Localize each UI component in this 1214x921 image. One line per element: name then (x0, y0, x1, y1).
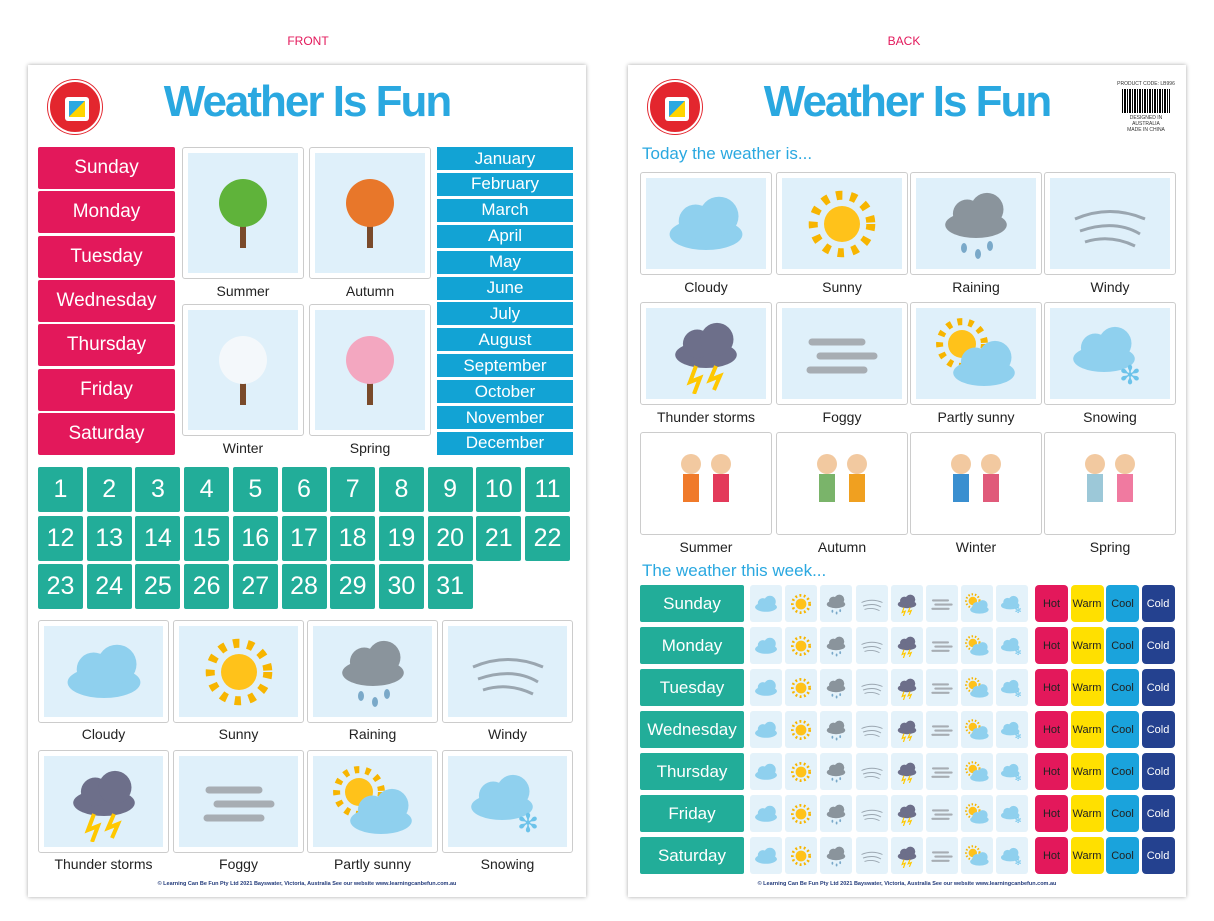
season-card-spring (309, 304, 431, 436)
weather-card-foggy (173, 750, 304, 853)
season-label: Spring (349, 440, 391, 456)
temp-cold-card[interactable]: Cold (1142, 585, 1175, 622)
week-day-card: Sunday (640, 585, 744, 622)
month-card: March (437, 199, 573, 222)
made-in: MADE IN CHINA (1127, 127, 1165, 133)
temp-warm-card[interactable]: Warm (1071, 585, 1104, 622)
back-panel (628, 65, 1186, 897)
season-label: Summer (679, 539, 733, 555)
mini-thunder-storms-icon[interactable] (891, 669, 923, 706)
date-card: 28 (282, 564, 327, 609)
summer-tree-icon (188, 153, 298, 273)
weather-label: Foggy (219, 856, 258, 872)
foggy-icon (782, 308, 902, 399)
cloudy-icon (646, 178, 766, 269)
month-card: July (437, 302, 573, 325)
weather-label: Windy (488, 726, 527, 742)
weather-card-snowing (1044, 302, 1176, 405)
sunny-icon (782, 178, 902, 269)
front-panel (28, 65, 586, 897)
date-card: 24 (87, 564, 132, 609)
season-kids-card (910, 432, 1042, 535)
date-card: 29 (330, 564, 375, 609)
mini-cloudy-icon[interactable] (750, 585, 782, 622)
date-card: 21 (476, 516, 521, 561)
day-card: Sunday (38, 147, 175, 189)
snowing-icon (1050, 308, 1170, 399)
mini-snowing-icon[interactable] (996, 669, 1028, 706)
snowing-icon (448, 756, 567, 847)
mini-windy-icon[interactable] (856, 753, 888, 790)
mini-sunny-icon[interactable] (785, 837, 817, 874)
season-kids-card (640, 432, 772, 535)
date-card: 6 (282, 467, 327, 512)
temp-cool-card[interactable]: Cool (1106, 627, 1139, 664)
season-label: Winter (955, 539, 997, 555)
children-summer-icon (646, 438, 766, 529)
weather-card-thunder-storms (38, 750, 169, 853)
foggy-icon (179, 756, 298, 847)
temp-cool-card[interactable]: Cool (1106, 711, 1139, 748)
month-card: January (437, 147, 573, 170)
mini-thunder-storms-icon[interactable] (891, 627, 923, 664)
raining-icon (916, 178, 1036, 269)
temp-warm-card[interactable]: Warm (1071, 795, 1104, 832)
temp-cool-card[interactable]: Cool (1106, 837, 1139, 874)
day-card: Wednesday (38, 280, 175, 322)
temp-warm-card[interactable]: Warm (1071, 711, 1104, 748)
mini-partly-sunny-icon[interactable] (961, 795, 993, 832)
month-card: September (437, 354, 573, 377)
season-label: Spring (1089, 539, 1131, 555)
mini-foggy-icon[interactable] (926, 711, 958, 748)
temp-cold-card[interactable]: Cold (1142, 627, 1175, 664)
week-day-card: Saturday (640, 837, 744, 874)
temp-hot-card[interactable]: Hot (1035, 627, 1068, 664)
month-card: December (437, 432, 573, 455)
date-card: 31 (428, 564, 473, 609)
date-card: 19 (379, 516, 424, 561)
date-card: 13 (87, 516, 132, 561)
weather-card-partly-sunny (910, 302, 1042, 405)
thunder-storms-icon (44, 756, 163, 847)
weather-card-raining (910, 172, 1042, 275)
temp-cool-card[interactable]: Cool (1106, 585, 1139, 622)
temp-cool-card[interactable]: Cool (1106, 669, 1139, 706)
date-card: 30 (379, 564, 424, 609)
poster-title: Weather Is Fun (763, 77, 1051, 126)
mini-windy-icon[interactable] (856, 585, 888, 622)
mini-snowing-icon[interactable] (996, 795, 1028, 832)
date-card: 25 (135, 564, 180, 609)
windy-icon (448, 626, 567, 717)
weather-card-cloudy (640, 172, 772, 275)
mini-cloudy-icon[interactable] (750, 837, 782, 874)
date-card: 18 (330, 516, 375, 561)
season-card-winter (182, 304, 304, 436)
svg-text:✻: ✻ (1015, 731, 1022, 741)
barcode (1116, 81, 1176, 133)
svg-text:✻: ✻ (1015, 773, 1022, 783)
svg-text:✻: ✻ (1119, 359, 1141, 390)
partly-sunny-icon (313, 756, 432, 847)
mini-raining-icon[interactable] (820, 711, 852, 748)
svg-text:✻: ✻ (1015, 815, 1022, 825)
season-card-summer (182, 147, 304, 279)
mini-windy-icon[interactable] (856, 795, 888, 832)
month-card: October (437, 380, 573, 403)
mini-snowing-icon[interactable] (996, 753, 1028, 790)
footer-text: © Learning Can Be Fun Pty Ltd 2021 Bayswater, Victoria, Australia See our website www.learningcanbefun.com.au (757, 881, 1057, 887)
mini-raining-icon[interactable] (820, 795, 852, 832)
weather-label: Cloudy (81, 726, 126, 742)
mini-raining-icon[interactable] (820, 753, 852, 790)
temp-hot-card[interactable]: Hot (1035, 585, 1068, 622)
weather-card-foggy (776, 302, 908, 405)
mini-thunder-storms-icon[interactable] (891, 795, 923, 832)
temp-warm-card[interactable]: Warm (1071, 669, 1104, 706)
temp-hot-card[interactable]: Hot (1035, 837, 1068, 874)
mini-sunny-icon[interactable] (785, 711, 817, 748)
date-card: 12 (38, 516, 83, 561)
windy-icon (1050, 178, 1170, 269)
weather-label: Sunny (218, 726, 259, 742)
month-card: August (437, 328, 573, 351)
month-card: November (437, 406, 573, 429)
weather-card-snowing (442, 750, 573, 853)
mini-cloudy-icon[interactable] (750, 795, 782, 832)
mini-foggy-icon[interactable] (926, 669, 958, 706)
date-card: 11 (525, 467, 570, 512)
svg-text:✻: ✻ (1015, 689, 1022, 699)
mini-raining-icon[interactable] (820, 837, 852, 874)
mini-partly-sunny-icon[interactable] (961, 669, 993, 706)
today-heading: Today the weather is... (642, 144, 813, 163)
mini-partly-sunny-icon[interactable] (961, 585, 993, 622)
season-label: Summer (216, 283, 270, 299)
temp-warm-card[interactable]: Warm (1071, 753, 1104, 790)
winter-tree-icon (188, 310, 298, 430)
season-label: Winter (222, 440, 264, 456)
designed-in: DESIGNED IN AUSTRALIA (1129, 115, 1163, 127)
date-card: 8 (379, 467, 424, 512)
day-card: Monday (38, 191, 175, 233)
date-card: 27 (233, 564, 278, 609)
date-card: 1 (38, 467, 83, 512)
date-card: 16 (233, 516, 278, 561)
mini-partly-sunny-icon[interactable] (961, 711, 993, 748)
week-day-card: Monday (640, 627, 744, 664)
date-card: 9 (428, 467, 473, 512)
weather-label: Partly sunny (333, 856, 412, 872)
mini-cloudy-icon[interactable] (750, 753, 782, 790)
weather-label: Thunder storms (54, 856, 153, 872)
children-winter-icon (916, 438, 1036, 529)
mini-thunder-storms-icon[interactable] (891, 837, 923, 874)
month-card: April (437, 225, 573, 248)
weather-label: Raining (348, 726, 397, 742)
svg-text:✻: ✻ (516, 807, 539, 838)
front-label: FRONT (287, 34, 329, 48)
date-card: 17 (282, 516, 327, 561)
poster-title: Weather Is Fun (163, 77, 451, 126)
season-card-autumn (309, 147, 431, 279)
mini-cloudy-icon[interactable] (750, 627, 782, 664)
mini-snowing-icon[interactable] (996, 585, 1028, 622)
date-card: 26 (184, 564, 229, 609)
temp-cool-card[interactable]: Cool (1106, 795, 1139, 832)
temp-cool-card[interactable]: Cool (1106, 753, 1139, 790)
cloudy-icon (44, 626, 163, 717)
temp-warm-card[interactable]: Warm (1071, 627, 1104, 664)
weather-label: Snowing (480, 856, 535, 872)
mini-thunder-storms-icon[interactable] (891, 585, 923, 622)
mini-partly-sunny-icon[interactable] (961, 837, 993, 874)
temp-hot-card[interactable]: Hot (1035, 669, 1068, 706)
week-heading: The weather this week... (642, 561, 827, 580)
weather-label: Raining (952, 279, 1000, 295)
mini-snowing-icon[interactable] (996, 627, 1028, 664)
date-card: 5 (233, 467, 278, 512)
date-card: 20 (428, 516, 473, 561)
month-card: June (437, 277, 573, 300)
date-card: 10 (476, 467, 521, 512)
mini-cloudy-icon[interactable] (750, 711, 782, 748)
date-card: 15 (184, 516, 229, 561)
weather-card-thunder-storms (640, 302, 772, 405)
weather-label: Sunny (822, 279, 862, 295)
temp-hot-card[interactable]: Hot (1035, 795, 1068, 832)
weather-card-sunny (776, 172, 908, 275)
weather-label: Partly sunny (937, 409, 1015, 425)
mini-snowing-icon[interactable] (996, 837, 1028, 874)
mini-sunny-icon[interactable] (785, 795, 817, 832)
weather-label: Foggy (822, 409, 862, 425)
mini-windy-icon[interactable] (856, 669, 888, 706)
back-label: BACK (887, 34, 921, 48)
weather-card-windy (442, 620, 573, 723)
raining-icon (313, 626, 432, 717)
day-card: Saturday (38, 413, 175, 455)
mini-partly-sunny-icon[interactable] (961, 627, 993, 664)
mini-sunny-icon[interactable] (785, 627, 817, 664)
mini-snowing-icon[interactable] (996, 711, 1028, 748)
mini-sunny-icon[interactable] (785, 669, 817, 706)
mini-thunder-storms-icon[interactable] (891, 753, 923, 790)
mini-foggy-icon[interactable] (926, 627, 958, 664)
mini-windy-icon[interactable] (856, 711, 888, 748)
weather-label: Windy (1090, 279, 1130, 295)
mini-foggy-icon[interactable] (926, 795, 958, 832)
sunny-icon (179, 626, 298, 717)
date-card: 22 (525, 516, 570, 561)
weather-label: Thunder storms (656, 409, 756, 425)
temp-cold-card[interactable]: Cold (1142, 837, 1175, 874)
mini-cloudy-icon[interactable] (750, 669, 782, 706)
barcode-bars (1122, 89, 1170, 113)
mini-foggy-icon[interactable] (926, 753, 958, 790)
month-card: May (437, 251, 573, 274)
mini-foggy-icon[interactable] (926, 585, 958, 622)
date-card: 14 (135, 516, 180, 561)
weather-card-sunny (173, 620, 304, 723)
mini-windy-icon[interactable] (856, 627, 888, 664)
footer-text: © Learning Can Be Fun Pty Ltd 2021 Bayswater, Victoria, Australia See our website www.learningcanbefun.com.au (157, 881, 457, 887)
season-label: Autumn (345, 283, 395, 299)
weather-card-partly-sunny (307, 750, 438, 853)
weather-card-windy (1044, 172, 1176, 275)
weather-label: Snowing (1083, 409, 1137, 425)
svg-text:✻: ✻ (1015, 647, 1022, 657)
mini-sunny-icon[interactable] (785, 585, 817, 622)
week-day-card: Wednesday (640, 711, 744, 748)
week-day-card: Tuesday (640, 669, 744, 706)
mini-raining-icon[interactable] (820, 627, 852, 664)
weather-card-raining (307, 620, 438, 723)
month-card: February (437, 173, 573, 196)
season-kids-card (776, 432, 908, 535)
temp-cold-card[interactable]: Cold (1142, 711, 1175, 748)
children-spring-icon (1050, 438, 1170, 529)
date-card: 4 (184, 467, 229, 512)
day-card: Friday (38, 369, 175, 411)
mini-thunder-storms-icon[interactable] (891, 711, 923, 748)
date-card: 3 (135, 467, 180, 512)
children-autumn-icon (782, 438, 902, 529)
date-card: 7 (330, 467, 375, 512)
temp-hot-card[interactable]: Hot (1035, 711, 1068, 748)
thunder-storms-icon (646, 308, 766, 399)
season-kids-card (1044, 432, 1176, 535)
mini-raining-icon[interactable] (820, 669, 852, 706)
mini-foggy-icon[interactable] (926, 837, 958, 874)
week-day-card: Thursday (640, 753, 744, 790)
product-code: PRODUCT CODE: LB996 (1117, 81, 1175, 87)
temp-cold-card[interactable]: Cold (1142, 795, 1175, 832)
temp-warm-card[interactable]: Warm (1071, 837, 1104, 874)
day-card: Tuesday (38, 236, 175, 278)
weather-label: Cloudy (684, 279, 728, 295)
date-card: 23 (38, 564, 83, 609)
mini-sunny-icon[interactable] (785, 753, 817, 790)
season-label: Autumn (817, 539, 867, 555)
temp-cold-card[interactable]: Cold (1142, 753, 1175, 790)
mini-windy-icon[interactable] (856, 837, 888, 874)
mini-partly-sunny-icon[interactable] (961, 753, 993, 790)
svg-text:✻: ✻ (1015, 605, 1022, 615)
mini-raining-icon[interactable] (820, 585, 852, 622)
date-card: 2 (87, 467, 132, 512)
week-day-card: Friday (640, 795, 744, 832)
svg-text:✻: ✻ (1015, 857, 1022, 867)
spring-tree-icon (315, 310, 425, 430)
temp-hot-card[interactable]: Hot (1035, 753, 1068, 790)
autumn-tree-icon (315, 153, 425, 273)
partly-sunny-icon (916, 308, 1036, 399)
weather-card-cloudy (38, 620, 169, 723)
day-card: Thursday (38, 324, 175, 366)
temp-cold-card[interactable]: Cold (1142, 669, 1175, 706)
